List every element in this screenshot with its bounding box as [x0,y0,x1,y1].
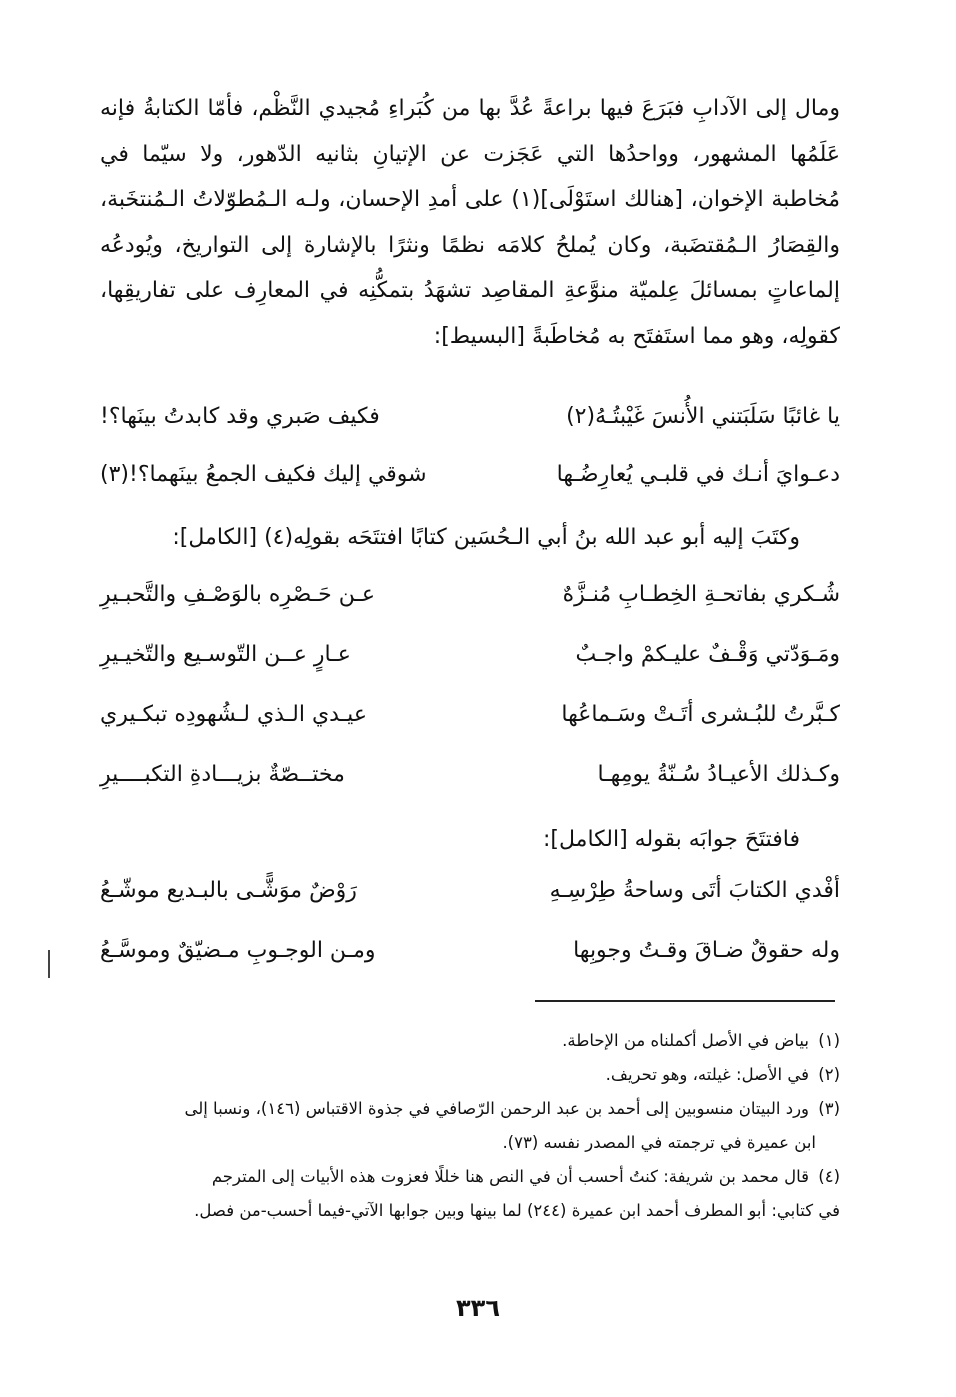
footnote-continuation: ابن عميرة في ترجمته في المصدر نفسه (٧٣). [502,1133,816,1152]
verse-second-hemistich: مختــصّةٌ بزيـــادةِ التكبــــيرِ [100,762,345,787]
page-number: ٣٣٦ [456,1294,500,1322]
verse-line [100,938,840,998]
verse-introduction: فافتتَحَ جوابَه بقوله [الكامل]: [543,827,800,852]
verse-second-hemistich: رَوْضٌ موَشًّـى بالبـديع موشّـعُ [100,878,357,903]
footnote-text: قال محمد بن شريفة: كنتُ أحسب أن في النص هنا خللًا فعزوت هذه الأبيات إلى المترجم [211,1167,809,1186]
footnote-divider [535,1000,835,1002]
verse-second-hemistich: شوقي إليك فكيف الجمعُ بينَهما؟!(٣) [100,462,427,487]
footnote-text: في الأصل: غيلته، وهو تحريف. [605,1065,809,1084]
main-paragraph [100,86,840,359]
verse-second-hemistich: عـن حَـصْرِه بالوَصْـفِ والتَّحبـيرِ [100,582,376,607]
verse-line [100,582,840,642]
verse-second-hemistich: عيـدي الـذي لـشُهودِه تبكـيري [100,702,367,727]
footnote-text: بياض في الأصل أكملناه من الإحاطة. [562,1031,809,1050]
verse-first-hemistich: وله حقوقٌ ضـاقَ وقـتُ وجوبِها [573,938,840,963]
footnote-number: (٢) [818,1065,840,1084]
verse-second-hemistich: ومـن الوجـوبِ مـضيّقٌ وموسَّـعُ [100,938,376,963]
verse-first-hemistich: وكـذلك الأعيـادُ سُـنّةُ يومِهـا [597,762,840,787]
footnote [96,1058,840,1092]
verse-first-hemistich: ومَـوَدّتي وَقْـفٌ عليـكمْ واجـبٌ [575,642,840,667]
verse-line [100,462,840,522]
footnotes [96,1024,840,1228]
verse-first-hemistich: يا غائبًا سَلَبَتني الأُنسَ غَيْبتُـهُ(٢) [566,404,840,429]
verse-introduction: وكتَبَ إليه أبو عبد الله بنُ أبي الـحُسَين كتابًا افتتَحَه بقولِه(٤) [الكامل]: [172,525,800,550]
verse-line [100,762,840,822]
verse-first-hemistich: كـبَّرتُ للبُـشرى أتَـتْ وسَـماعُها [561,702,840,727]
footnote-number: (١) [818,1031,840,1050]
verse-second-hemistich: فكيف صَبري وقد كابدتُ بينَها؟! [100,404,380,429]
footnote-text: ورد البيتان منسوبين إلى أحمد بن عبد الرحمن الرّصافي في جذوة الاقتباس (١٤٦)، ونسبا إلى [184,1099,809,1118]
verse-first-hemistich: دعـوايَ أنـك في قلبـي يُعارِضُـها [556,462,840,487]
verse-line [100,642,840,702]
paragraph-text: ومال إلى الآدابِ فبَرَعَ فيها براعةً عُدَّ بها من كُبَراءِ مُجيدي النَّظْم، فأمّا الكتابةُ فإنه عَلَمُها المشهور، وواحدُها التي عَجَزت عن الإتيانِ بثانيه الدّهور، ولا سيّما في مُخاطبة الإخوان، [هنالك استَوْلَى](١) على أمدِ الإحسان، ولـه الـمُطوّلاتُ الـمُنتخَبة، والقِصَارُ الـمُقتضَبة، وكان يُملحُ كلامَه نظمًا ونثرًا بالإشارة إلى التواريخ، ويُودعُه إلماعاتٍ بمسائلَ عِلميّة منوَّعةِ المقاصِد تشهَدُ بتمكُّنِه في المعارِف على تفاريقِها، كقولِه، وهو مما استَفتَح به مُخاطَبةً [البسيط]: [100,96,840,349]
scan-artifact [48,950,50,978]
footnote-number: (٣) [818,1099,840,1118]
verse-line [100,878,840,938]
footnote [96,1092,840,1126]
verse-second-hemistich: عـارٍ عــن التّوسـيع والتّخيـيرِ [100,642,351,667]
verse-first-hemistich: أفْدي الكتابَ أتَى وساحةُ طِرْسِـهِ [549,878,840,903]
footnote-number: (٤) [818,1167,840,1186]
footnote [96,1160,840,1194]
footnote [96,1024,840,1058]
verse-line [100,702,840,762]
verse-first-hemistich: شُـكري بفاتحـةِ الخِطـابِ مُنـزَّهٌ [562,582,840,607]
verse-line [100,404,840,464]
footnote-continuation: في كتابي: أبو المطرف أحمد ابن عميرة (٢٤٤) لما بينها وبين جوابها الآتي-فيما أحسب-من فصل. [194,1201,840,1220]
